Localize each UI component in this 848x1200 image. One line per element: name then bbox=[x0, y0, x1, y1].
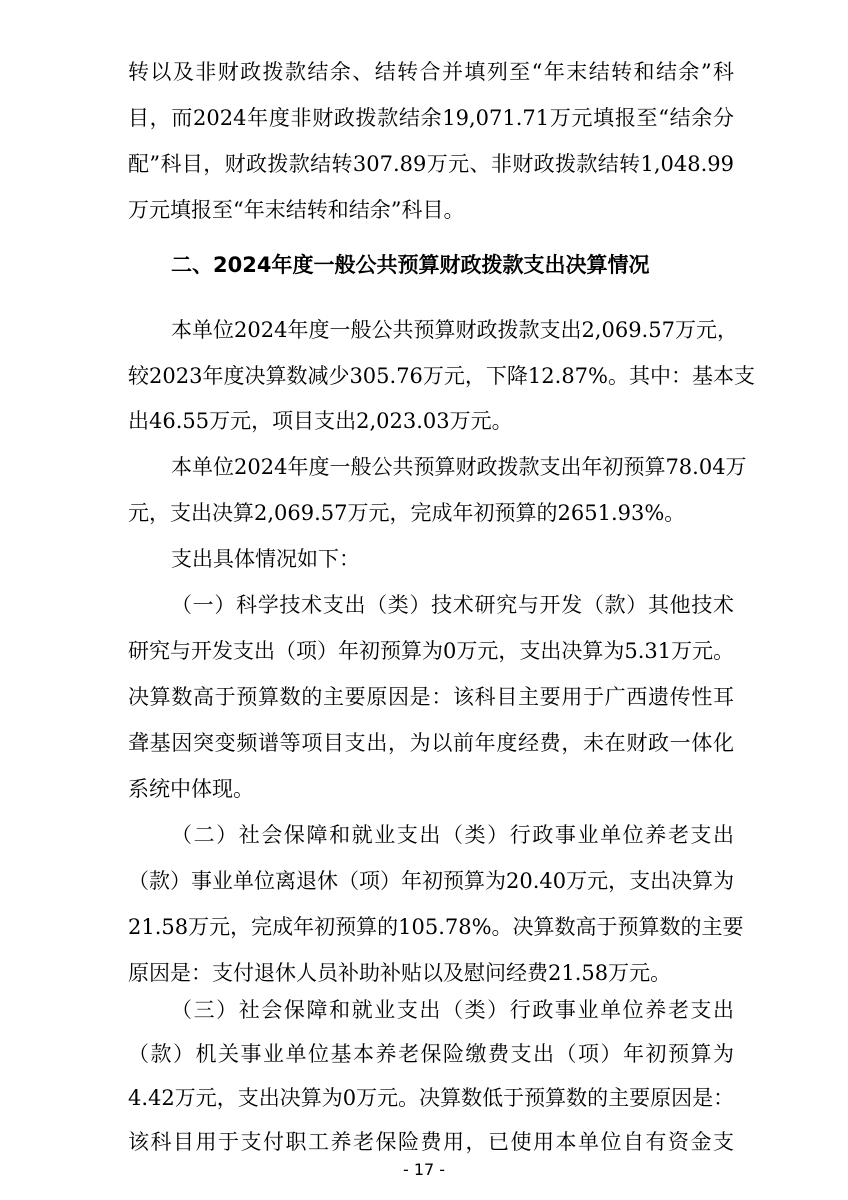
paragraph-line: 配”科目，财政拨款结转307.89万元、非财政拨款结转1,048.99 bbox=[128, 152, 734, 176]
paragraph-line: 转以及非财政拨款结余、结转合并填列至“年末结转和结余”科 bbox=[128, 60, 734, 84]
paragraph-line: 较2023年度决算数减少305.76万元，下降12.87%。其中：基本支 bbox=[128, 364, 755, 388]
paragraph-line: （款）机关事业单位基本养老保险缴费支出（项）年初预算为 bbox=[128, 1042, 734, 1066]
paragraph-line: 本单位2024年度一般公共预算财政拨款支出2,069.57万元， bbox=[171, 318, 738, 342]
paragraph-line: （二）社会保障和就业支出（类）行政事业单位养老支出 bbox=[171, 823, 734, 847]
paragraph-line: 研究与开发支出（项）年初预算为0万元，支出决算为5.31万元。 bbox=[128, 639, 735, 663]
paragraph-line: 系统中体现。 bbox=[128, 777, 254, 801]
paragraph-line: 21.58万元，完成年初预算的105.78%。决算数高于预算数的主要 bbox=[128, 915, 744, 939]
page-number: - 17 - bbox=[402, 1160, 446, 1179]
paragraph-line: 4.42万元，支出决算为0万元。决算数低于预算数的主要原因是： bbox=[128, 1086, 735, 1110]
paragraph-line: （款）事业单位离退休（项）年初预算为20.40万元，支出决算为 bbox=[128, 869, 735, 893]
paragraph-line: 支出具体情况如下： bbox=[171, 547, 360, 571]
paragraph-line: 目，而2024年度非财政拨款结余19,071.71万元填报至“结余分 bbox=[128, 106, 734, 130]
paragraph-line: 决算数高于预算数的主要原因是：该科目主要用于广西遗传性耳 bbox=[128, 685, 734, 709]
paragraph-line: （三）社会保障和就业支出（类）行政事业单位养老支出 bbox=[171, 998, 734, 1022]
section-heading: 二、2024年度一般公共预算财政拨款支出决算情况 bbox=[171, 253, 650, 277]
paragraph-line: 出46.55万元，项目支出2,023.03万元。 bbox=[128, 409, 513, 433]
paragraph-line: 聋基因突变频谱等项目支出，为以前年度经费，未在财政一体化 bbox=[128, 731, 734, 755]
paragraph-line: 元，支出决算2,069.57万元，完成年初预算的2651.93%。 bbox=[128, 501, 686, 525]
paragraph-line: 原因是：支付退休人员补助补贴以及慰问经费21.58万元。 bbox=[128, 961, 672, 985]
paragraph-line: （一）科学技术支出（类）技术研究与开发（款）其他技术 bbox=[171, 593, 734, 617]
paragraph-line: 该科目用于支付职工养老保险费用，已使用本单位自有资金支 bbox=[128, 1130, 734, 1154]
paragraph-line: 本单位2024年度一般公共预算财政拨款支出年初预算78.04万 bbox=[171, 455, 747, 479]
paragraph-line: 万元填报至“年末结转和结余”科目。 bbox=[128, 198, 465, 222]
